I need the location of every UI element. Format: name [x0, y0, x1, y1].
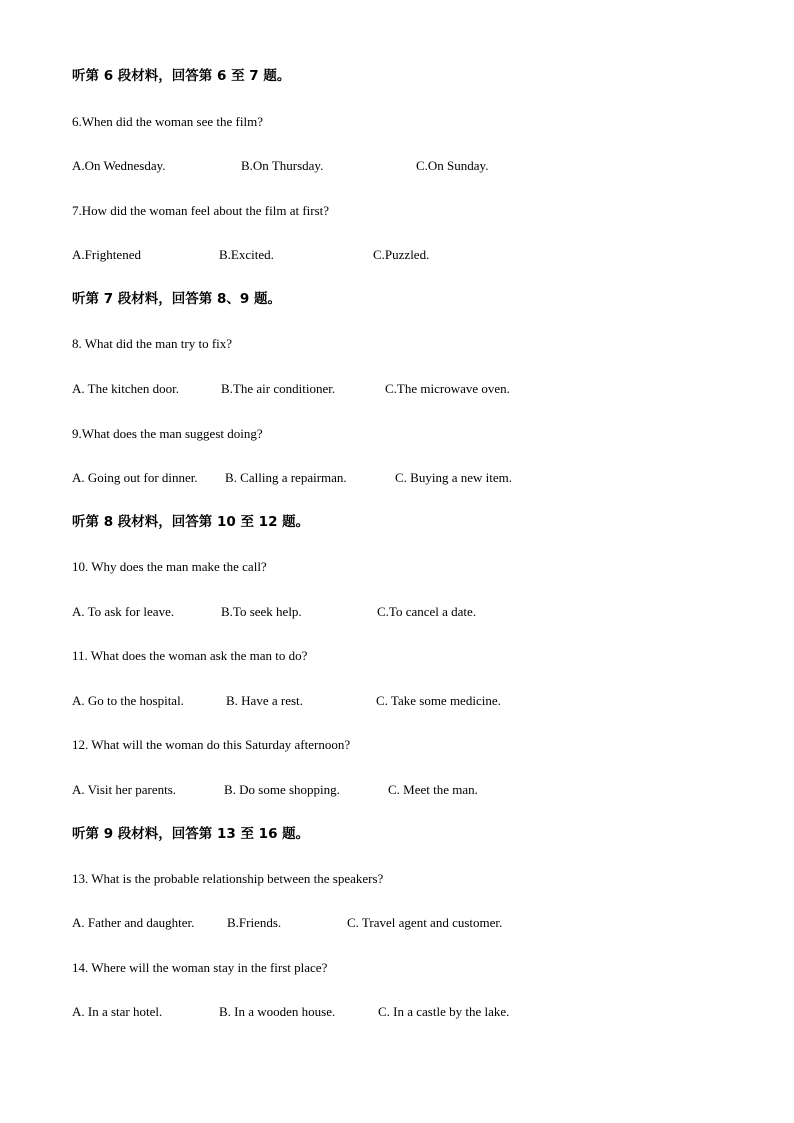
option-c: C. Travel agent and customer.: [347, 915, 503, 930]
question-text: 6.When did the woman see the film?: [72, 114, 263, 129]
option-a: A. Father and daughter.: [72, 915, 195, 930]
option-c: C. Meet the man.: [388, 782, 478, 797]
question-text: 7.How did the woman feel about the film at first?: [72, 203, 330, 218]
question-text: 12. What will the woman do this Saturday afternoon?: [72, 737, 351, 752]
option-a: A. Visit her parents.: [72, 782, 177, 797]
section-heading: 听第 8 段材料，回答第 10 至 12 题。: [72, 514, 310, 530]
question-text: 13. What is the probable relationship between the speakers?: [72, 871, 384, 886]
question-text: 11. What does the woman ask the man to do?: [72, 648, 308, 663]
option-b: B.Friends.: [227, 915, 282, 930]
option-b: B. Do some shopping.: [224, 782, 340, 797]
question-text: 10. Why does the man make the call?: [72, 559, 267, 574]
section-heading: 听第 9 段材料，回答第 13 至 16 题。: [72, 826, 310, 842]
option-a: A. To ask for leave.: [72, 604, 175, 619]
option-c: C. Buying a new item.: [395, 470, 512, 485]
option-a: A. Go to the hospital.: [72, 693, 184, 708]
option-c: C.The microwave oven.: [385, 381, 510, 396]
option-a: A.Frightened: [72, 247, 141, 262]
option-b: B.On Thursday.: [241, 158, 324, 173]
option-b: B.To seek help.: [221, 604, 302, 619]
option-c: C. Take some medicine.: [376, 693, 501, 708]
option-a: A.On Wednesday.: [72, 158, 166, 173]
option-b: B. Have a rest.: [226, 693, 303, 708]
section-heading: 听第 7 段材料，回答第 8、9 题。: [72, 291, 281, 307]
question-text: 14. Where will the woman stay in the first place?: [72, 960, 328, 975]
option-a: A. In a star hotel.: [72, 1004, 163, 1019]
option-b: B. Calling a repairman.: [225, 470, 347, 485]
option-c: C. In a castle by the lake.: [378, 1004, 510, 1019]
question-text: 8. What did the man try to fix?: [72, 336, 233, 351]
option-c: C.On Sunday.: [416, 158, 489, 173]
option-c: C.To cancel a date.: [377, 604, 477, 619]
question-text: 9.What does the man suggest doing?: [72, 426, 263, 441]
option-a: A. The kitchen door.: [72, 381, 179, 396]
section-heading: 听第 6 段材料，回答第 6 至 7 题。: [72, 68, 291, 84]
option-a: A. Going out for dinner.: [72, 470, 198, 485]
option-c: C.Puzzled.: [373, 247, 430, 262]
option-b: B.The air conditioner.: [221, 381, 336, 396]
option-b: B.Excited.: [219, 247, 274, 262]
option-b: B. In a wooden house.: [219, 1004, 336, 1019]
